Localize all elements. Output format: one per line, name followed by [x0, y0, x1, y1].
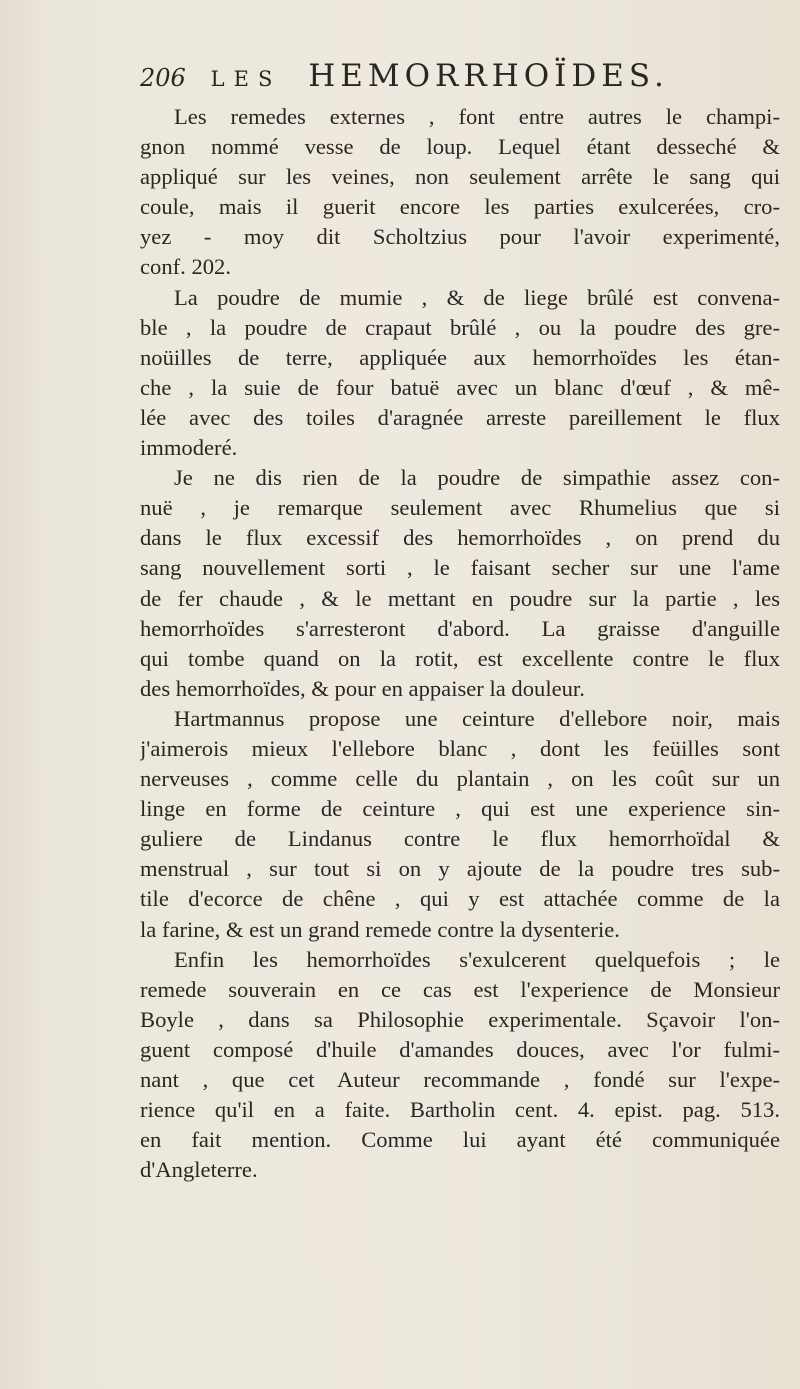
text-line: Les remedes externes , font entre autres le champi- [174, 104, 780, 129]
text-line: nerveuses , comme celle du plantain , on les coût sur un [140, 766, 780, 792]
text-line: La poudre de mumie , & de liege brûlé est convena- [174, 284, 780, 310]
body-text [140, 102, 780, 1185]
running-header [140, 58, 780, 94]
text-line: rience qu'il en a faite. Bartholin cent. 4. epist. pag. 513. [140, 1097, 780, 1123]
text-line: de fer chaude , & le mettant en poudre sur la partie , les [140, 585, 780, 611]
text-line: qui tombe quand on la rotit, est excellente contre le flux [140, 645, 780, 671]
text-line: guent composé d'huile d'amandes douces, avec l'or fulmi- [140, 1036, 780, 1062]
text-line: la farine, & est un grand remede contre la dysenterie. [140, 916, 620, 942]
text-line: dans le flux excessif des hemorrhoïdes , on prend du [140, 525, 780, 551]
text-line: appliqué sur les veines, non seulement arrête le sang qui [140, 164, 780, 190]
text-line: Enfin les hemorrhoïdes s'exulcerent quelquefois ; le [174, 946, 780, 972]
text-line: noüilles de terre, appliquée aux hemorrhoïdes les étan- [140, 344, 780, 370]
text-line: gnon nommé vesse de loup. Lequel étant desseché & [140, 134, 780, 160]
text-line: des hemorrhoïdes, & pour en appaiser la douleur. [140, 675, 585, 701]
text-line: guliere de Lindanus contre le flux hemorrhoïdal & [140, 826, 780, 852]
text-line: sang nouvellement sorti , le faisant secher sur une l'ame [140, 555, 780, 581]
header-title: HEMORRHOÏDES. [308, 58, 669, 94]
text-line: che , la suie de four batuë avec un blanc d'œuf , & mê- [140, 374, 780, 400]
text-line: conf. 202. [140, 254, 231, 280]
header-article: LES [210, 67, 282, 91]
text-line: Hartmannus propose une ceinture d'ellebore noir, mais [174, 705, 780, 731]
page-number: 206 [140, 64, 186, 92]
text-line: nuë , je remarque seulement avec Rhumelius que si [140, 495, 780, 521]
text-line: Boyle , dans sa Philosophie experimentale. Sçavoir l'on- [140, 1006, 780, 1032]
text-line: hemorrhoïdes s'arresteront d'abord. La graisse d'anguille [140, 615, 780, 641]
text-line: immoderé. [140, 435, 238, 461]
text-line: j'aimerois mieux l'ellebore blanc , dont les feüilles sont [140, 735, 780, 761]
text-line: yez - moy dit Scholtzius pour l'avoir experimenté, [140, 224, 780, 250]
text-line: d'Angleterre. [140, 1157, 258, 1183]
text-line: tile d'ecorce de chêne , qui y est attachée comme de la [140, 886, 780, 912]
text-line: nant , que cet Auteur recommande , fondé sur l'expe- [140, 1067, 780, 1092]
text-line: linge en forme de ceinture , qui est une experience sin- [140, 796, 780, 822]
text-line: ble , la poudre de crapaut brûlé , ou la poudre des gre- [140, 314, 780, 340]
text-line: Je ne dis rien de la poudre de simpathie assez con- [174, 465, 780, 491]
text-line: menstrual , sur tout si on y ajoute de la poudre tres sub- [140, 856, 780, 882]
text-line: en fait mention. Comme lui ayant été communiquée [140, 1127, 780, 1153]
text-line: coule, mais il guerit encore les parties exulcerées, cro- [140, 194, 780, 220]
text-line: lée avec des toiles d'aragnée arreste pareillement le flux [140, 404, 780, 430]
text-line: remede souverain en ce cas est l'experience de Monsieur [140, 976, 780, 1002]
